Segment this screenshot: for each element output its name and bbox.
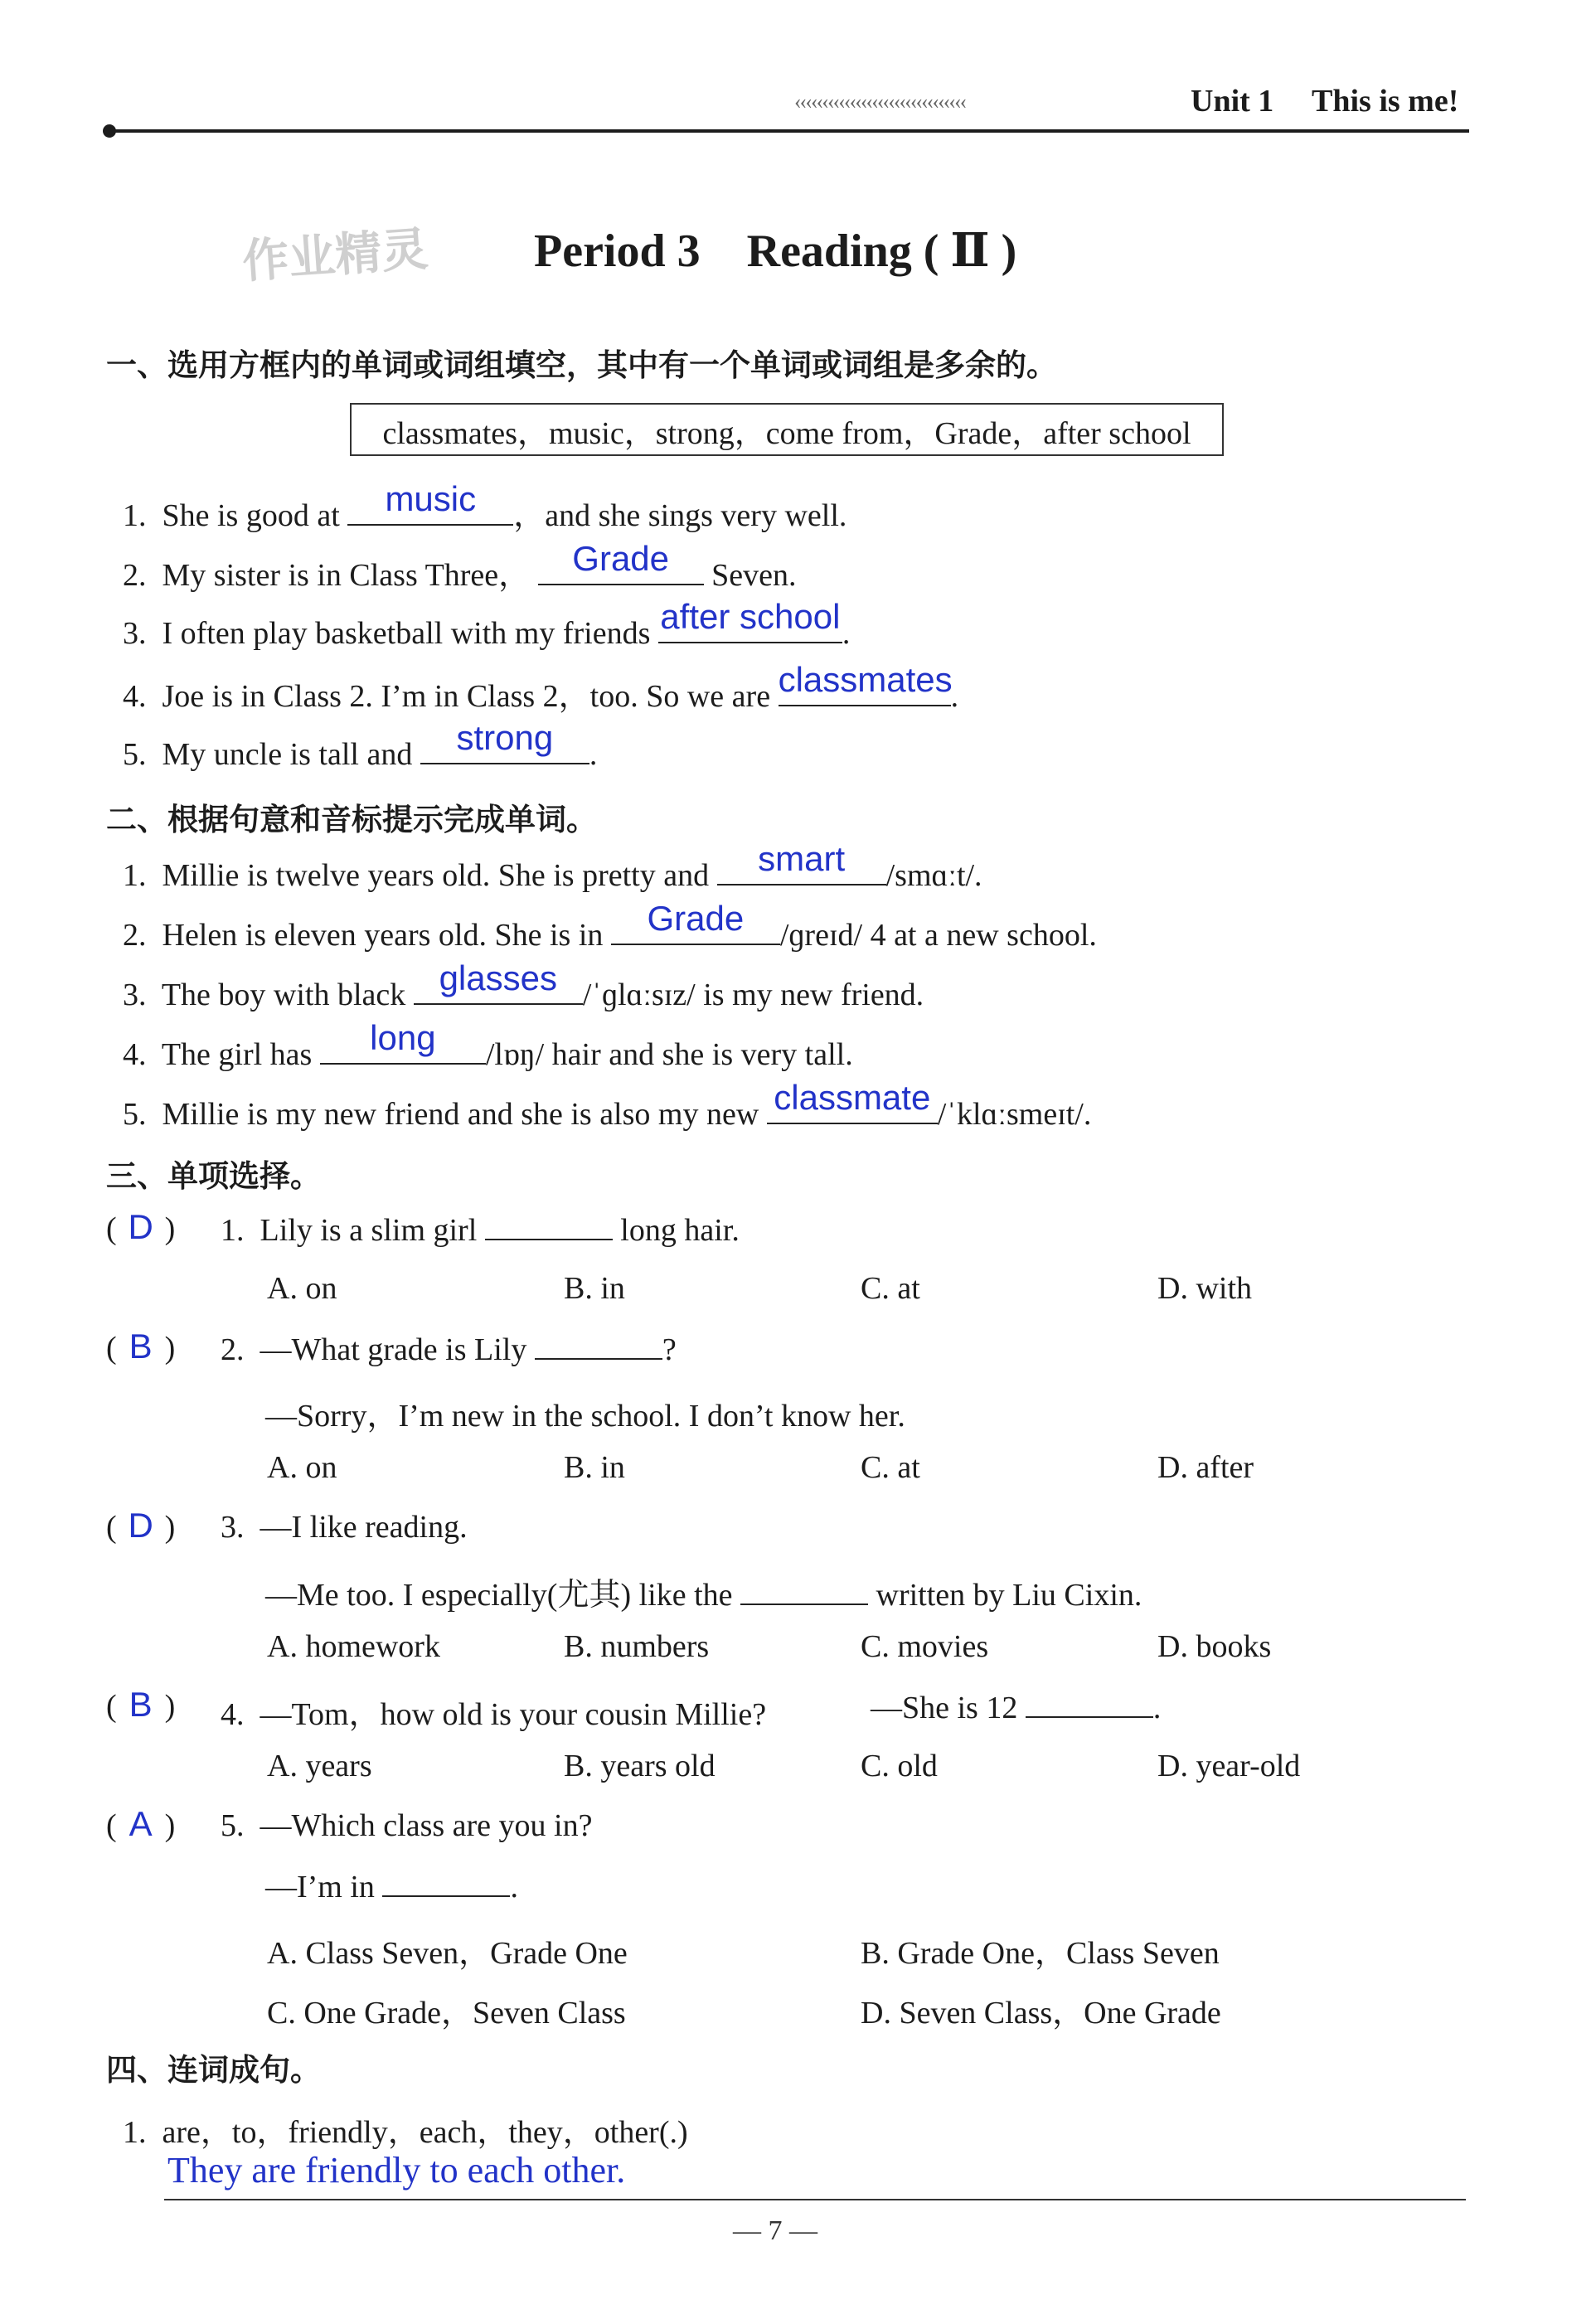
section4-heading: 四、连词成句。 [106,2052,321,2088]
s3-q2-answer-paren: ( B ) [106,1327,176,1366]
s4-item-1-answer[interactable]: They are friendly to each other. [167,2150,626,2191]
s3-q4-stem: 4. —Tom，how old is your cousin Millie? [221,1697,767,1732]
word-box-text: classmates，music，strong，come from，Grade，after school [382,415,1191,451]
s3-q5-option-b[interactable]: B. Grade One，Class Seven [861,1936,1220,1971]
answer-blank[interactable] [740,1575,868,1605]
s3-q2-reply: —Sorry，I’m new in the school. I don’t know her. [265,1399,905,1434]
answer-blank[interactable]: classmates [779,672,951,706]
answer-blank[interactable]: strong [420,730,589,764]
s1-item-1: 1. She is good at music ，and she sings very well. [123,479,847,533]
s3-q4-option-a[interactable]: A. years [267,1749,372,1783]
s3-q1-option-c[interactable]: C. at [861,1271,920,1306]
s3-q5-option-d[interactable]: D. Seven Class，One Grade [861,1996,1221,2030]
s3-q5-answer-paren: ( A ) [106,1804,176,1843]
s4-answer-line [164,2199,1466,2200]
page-title: Period 3 Reading ( Ⅱ ) [534,226,1017,277]
s3-q4-option-b[interactable]: B. years old [564,1749,716,1783]
s3-q3-option-b[interactable]: B. numbers [564,1629,710,1664]
s3-q4-option-c[interactable]: C. old [861,1749,938,1783]
s3-q1-option-b[interactable]: B. in [564,1271,625,1306]
s3-q3-answer-paren: ( D ) [106,1506,176,1545]
s3-q2-stem: 2. —What grade is Lily ? [221,1330,677,1368]
header-unit: Unit 1 [1191,84,1274,119]
answer-blank[interactable]: Grade [611,910,780,945]
s3-q4-answer-paren: ( B ) [106,1685,176,1724]
s3-q3-stem: 3. —I like reading. [221,1510,468,1545]
answer-blank[interactable]: music [347,491,513,526]
answer-blank[interactable] [535,1330,662,1360]
s3-q2-option-b[interactable]: B. in [564,1450,625,1485]
s1-item-5: 5. My uncle is tall and strong . [123,718,598,772]
choice-answer[interactable]: D [128,1207,153,1246]
answer-blank[interactable] [382,1867,510,1897]
answer-blank[interactable] [485,1211,613,1240]
answer-blank[interactable]: classmate [767,1089,938,1124]
watermark-logo: 作业精灵 [240,222,430,289]
choice-answer[interactable]: B [129,1685,153,1724]
section2-heading: 二、根据句意和音标提示完成单词。 [106,802,597,837]
page-number: — 7 — [733,2215,817,2246]
s3-q5-option-c[interactable]: C. One Grade，Seven Class [267,1996,626,2030]
s3-q1-option-a[interactable]: A. on [267,1271,337,1306]
s1-item-3: 3. I often play basketball with my friends after school . [123,597,851,651]
answer-blank[interactable]: smart [717,851,886,885]
s3-q2-option-d[interactable]: D. after [1157,1450,1254,1485]
s3-q4-reply: —She is 12 . [871,1688,1161,1726]
s2-item-2: 2. Helen is eleven years old. She is in Grade /ɡreɪd/ 4 at a new school. [123,899,1097,953]
s3-q1-answer-paren: ( D ) [106,1207,176,1246]
s3-q3-option-a[interactable]: A. homework [267,1629,440,1664]
header-chevrons: ‹‹‹‹‹‹‹‹‹‹‹‹‹‹‹‹‹‹‹‹‹‹‹‹‹‹‹‹‹‹‹ [794,90,966,114]
s3-q3-reply: —Me too. I especially(尤其) like the written by Liu Cixin. [265,1569,1142,1614]
s2-item-1: 1. Millie is twelve years old. She is pretty and smart /smɑːt/. [123,839,982,893]
answer-blank[interactable]: Grade [538,551,704,585]
s3-q3-option-c[interactable]: C. movies [861,1629,989,1664]
s3-q5-stem: 5. —Which class are you in? [221,1808,593,1843]
answer-blank[interactable]: glasses [414,970,583,1005]
s4-item-1-words: 1. are，to，friendly，each，they，other(.) [123,2115,688,2150]
header-unit-title: This is me! [1312,84,1459,119]
s3-q3-option-d[interactable]: D. books [1157,1629,1272,1664]
s2-item-5: 5. Millie is my new friend and she is also my new classmate /ˈklɑːsmeɪt/. [123,1078,1092,1132]
s2-item-3: 3. The boy with black glasses /ˈɡlɑːsɪz/ is my new friend. [123,958,924,1012]
s1-item-4: 4. Joe is in Class 2. I’m in Class 2，too. So we are classmates . [123,660,959,714]
s3-q4-option-d[interactable]: D. year-old [1157,1749,1301,1783]
s3-q2-option-a[interactable]: A. on [267,1450,337,1485]
choice-answer[interactable]: D [128,1506,153,1545]
s3-q5-option-a[interactable]: A. Class Seven，Grade One [267,1936,628,1971]
s3-q2-option-c[interactable]: C. at [861,1450,920,1485]
answer-blank[interactable]: after school [658,609,842,643]
answer-blank[interactable]: long [320,1030,486,1065]
s1-item-2: 2. My sister is in Class Three， Grade Seven. [123,539,797,593]
s3-q5-reply: —I’m in . [265,1867,518,1905]
answer-blank[interactable] [1026,1688,1153,1718]
choice-answer[interactable]: A [129,1804,153,1843]
header-rule [109,129,1469,133]
s3-q1-stem: 1. Lily is a slim girl long hair. [221,1211,740,1249]
s3-q1-option-d[interactable]: D. with [1157,1271,1252,1306]
section3-heading: 三、单项选择。 [106,1158,321,1194]
section1-heading: 一、选用方框内的单词或词组填空，其中有一个单词或词组是多余的。 [106,347,1057,383]
choice-answer[interactable]: B [129,1327,153,1366]
header-rule-dot [103,124,116,138]
word-box [350,403,1224,456]
s2-item-4: 4. The girl has long /lɒŋ/ hair and she is very tall. [123,1018,853,1072]
